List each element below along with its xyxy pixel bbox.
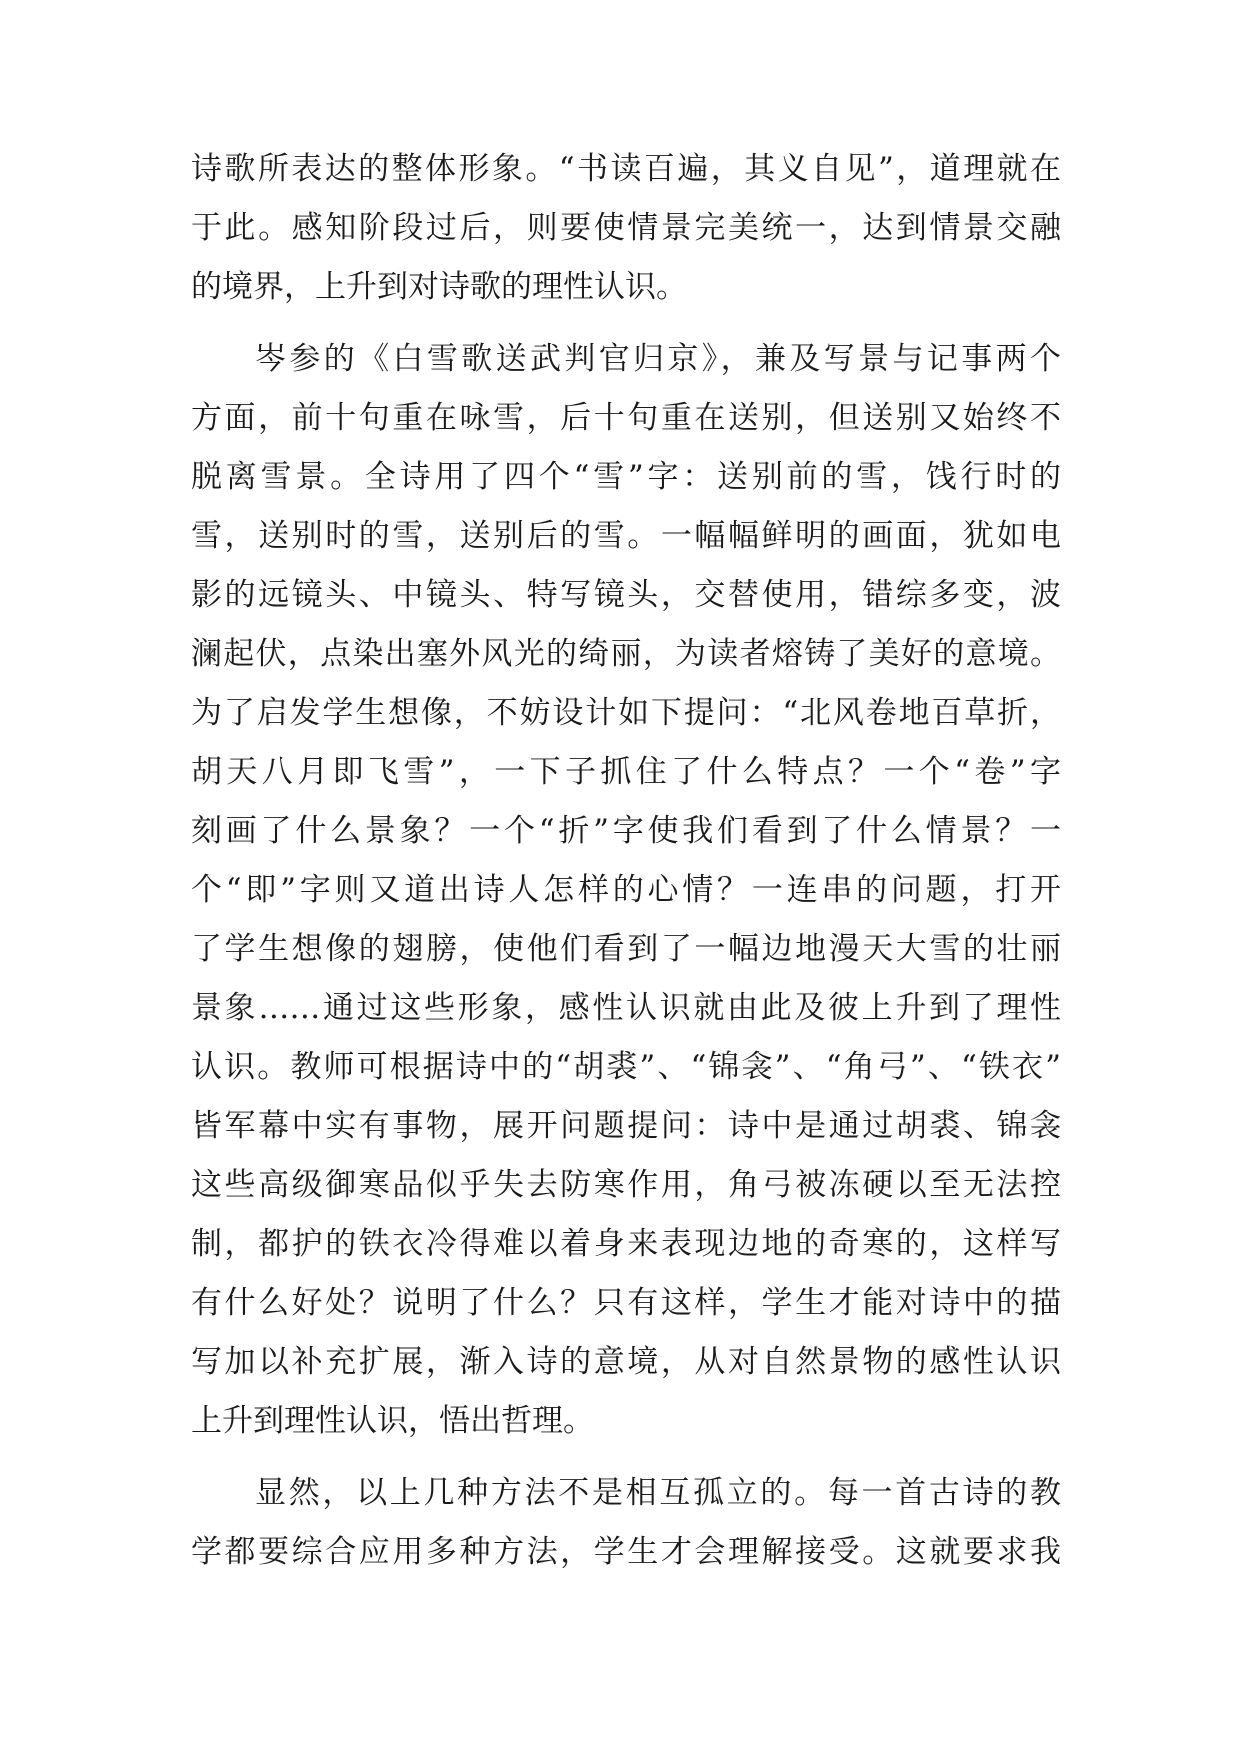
- paragraph-gap: [191, 1451, 1061, 1464]
- text-line: 了学生想像的翅膀，使他们看到了一幅边地漫天大雪的壮丽: [191, 931, 1061, 967]
- body-text: [191, 140, 1061, 1582]
- text-line: 写加以补充扩展，渐入诗的意境，从对自然景物的感性认识: [191, 1344, 1061, 1380]
- text-line: 显然，以上几种方法不是相互孤立的。每一首古诗的教: [255, 1475, 1061, 1511]
- text-line: 诗歌所表达的整体形象。“书读百遍，其义自见”，道理就在: [191, 151, 1061, 187]
- text-line: 刻画了什么景象？一个“折”字使我们看到了什么情景？一: [191, 813, 1061, 849]
- text-line: 景象……通过这些形象，感性认识就由此及彼上升到了理性: [191, 990, 1061, 1026]
- text-line: 雪，送别时的雪，送别后的雪。一幅幅鲜明的画面，犹如电: [191, 518, 1061, 554]
- text-line: 岑参的《白雪歌送武判官归京》，兼及写景与记事两个: [255, 341, 1061, 377]
- text-line: 的境界，上升到对诗歌的理性认识。: [191, 269, 687, 305]
- text-line: 胡天八月即飞雪”，一下子抓住了什么特点？一个“卷”字: [191, 754, 1061, 790]
- paragraph: [191, 140, 1061, 317]
- text-line: 于此。感知阶段过后，则要使情景完美统一，达到情景交融: [191, 210, 1061, 246]
- text-line: 方面，前十句重在咏雪，后十句重在送别，但送别又始终不: [191, 400, 1061, 436]
- text-line: 影的远镜头、中镜头、特写镜头，交替使用，错综多变，波: [191, 577, 1061, 613]
- text-line: 有什么好处？说明了什么？只有这样，学生才能对诗中的描: [191, 1285, 1061, 1321]
- text-line: 皆军幕中实有事物，展开问题提问：诗中是通过胡裘、锦衾: [191, 1108, 1061, 1144]
- text-line: 上升到理性认识，悟出哲理。: [191, 1403, 594, 1439]
- paragraph-gap: [191, 317, 1061, 330]
- text-line: 认识。教师可根据诗中的“胡裘”、“锦衾”、“角弓”、“铁衣”: [191, 1049, 1061, 1085]
- text-line: 澜起伏，点染出塞外风光的绮丽，为读者熔铸了美好的意境。: [191, 636, 1061, 672]
- text-line: 制，都护的铁衣冷得难以着身来表现边地的奇寒的，这样写: [191, 1226, 1061, 1262]
- text-line: 个“即”字则又道出诗人怎样的心情？一连串的问题，打开: [191, 872, 1061, 908]
- paragraph: [191, 330, 1061, 1451]
- text-line: 这些高级御寒品似乎失去防寒作用，角弓被冻硬以至无法控: [191, 1167, 1061, 1203]
- text-line: 为了启发学生想像，不妨设计如下提问：“北风卷地百草折，: [191, 695, 1061, 731]
- paragraph: [191, 1464, 1061, 1582]
- text-line: 脱离雪景。全诗用了四个“雪”字：送别前的雪，饯行时的: [191, 459, 1061, 495]
- text-line: 学都要综合应用多种方法，学生才会理解接受。这就要求我: [191, 1534, 1061, 1570]
